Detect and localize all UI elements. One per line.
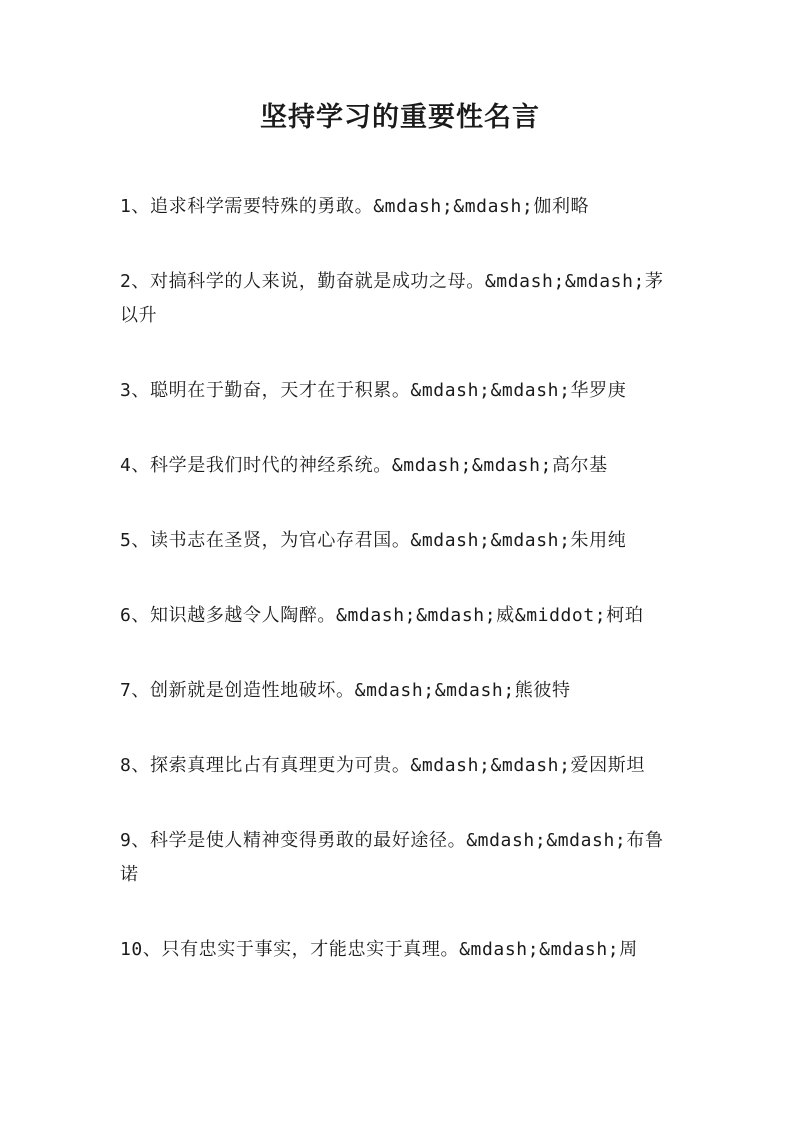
quote-item: 2、对搞科学的人来说，勤奋就是成功之母。&mdash;&mdash;茅以升: [120, 271, 664, 326]
quote-item: 9、科学是使人精神变得勇敢的最好途径。&mdash;&mdash;布鲁诺: [120, 830, 664, 885]
quote-item: 10、只有忠实于事实，才能忠实于真理。&mdash;&mdash;周: [120, 939, 638, 960]
page-title: 坚持学习的重要性名言: [260, 102, 540, 133]
quote-item: 6、知识越多越令人陶醉。&mdash;&mdash;威&middot;柯珀: [120, 605, 644, 626]
quote-item: 1、追求科学需要特殊的勇敢。&mdash;&mdash;伽利略: [120, 196, 590, 217]
quote-item: 4、科学是我们时代的神经系统。&mdash;&mdash;高尔基: [120, 455, 608, 476]
quote-item: 3、聪明在于勤奋，天才在于积累。&mdash;&mdash;华罗庚: [120, 380, 627, 401]
quote-list: [120, 190, 680, 1008]
quote-item: 5、读书志在圣贤，为官心存君国。&mdash;&mdash;朱用纯: [120, 530, 627, 551]
quote-item: 7、创新就是创造性地破坏。&mdash;&mdash;熊彼特: [120, 680, 571, 701]
quote-item: 8、探索真理比占有真理更为可贵。&mdash;&mdash;爱因斯坦: [120, 755, 645, 776]
